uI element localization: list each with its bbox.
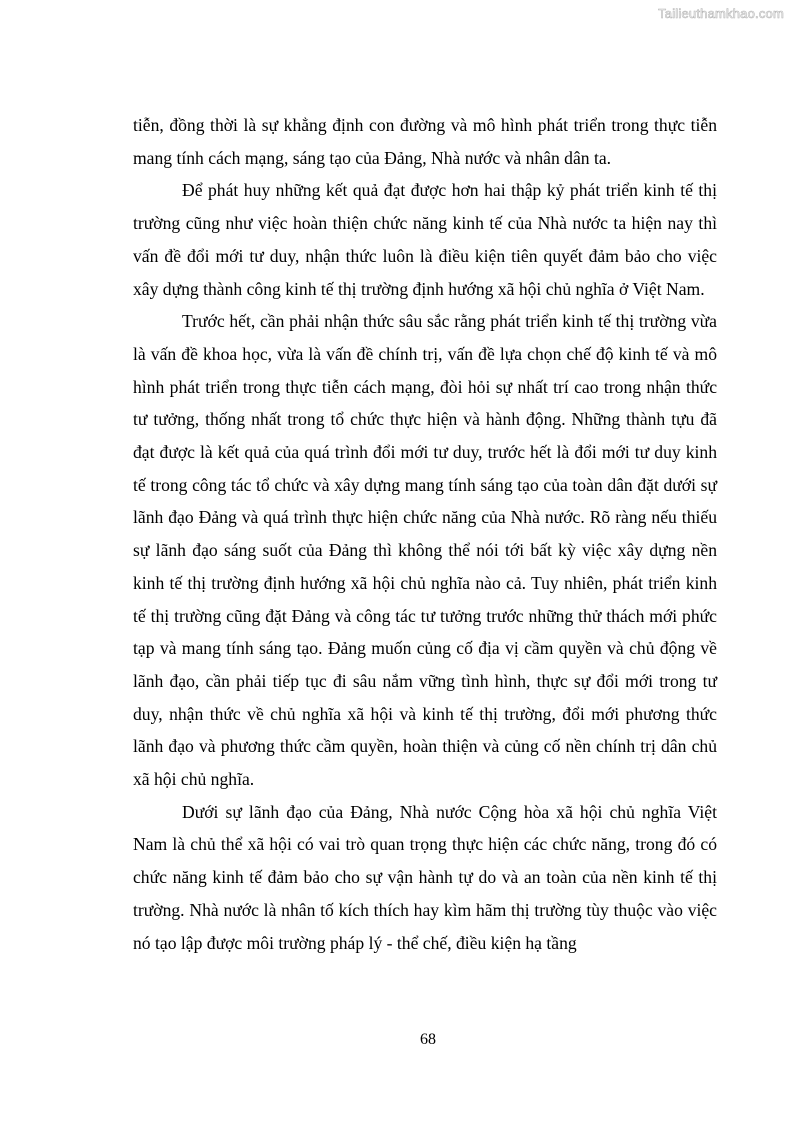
paragraph: Dưới sự lãnh đạo của Đảng, Nhà nước Cộng hòa xã hội chủ nghĩa Việt Nam là chủ thể xã hội có vai trò quan trọng thực hiện các chức năng, trong đó có chức năng kinh tế đảm bảo cho sự vận hành tự do và an toàn của nền kinh tế thị trường. Nhà nước là nhân tố kích thích hay kìm hãm thị trường tùy thuộc vào việc nó tạo lập được môi trường pháp lý - thể chế, điều kiện hạ tầng (133, 801, 717, 953)
paragraph-continuation: tiễn, đồng thời là sự khẳng định con đường và mô hình phát triển trong thực tiễn mang tính cách mạng, sáng tạo của Đảng, Nhà nước và nhân dân ta. (133, 115, 717, 168)
paragraph: Trước hết, cần phải nhận thức sâu sắc rằng phát triển kinh tế thị trường vừa là vấn đề khoa học, vừa là vấn đề chính trị, vấn đề lựa chọn chế độ kinh tế và mô hình phát triển trong thực tiễn cách mạng, đòi hỏi sự nhất trí cao trong nhận thức tư tưởng, thống nhất trong tổ chức thực hiện và hành động. Những thành tựu đã đạt được là kết quả của quá trình đổi mới tư duy, trước hết là đổi mới tư duy kinh tế trong công tác tổ chức và xây dựng mang tính sáng tạo của toàn dân đặt dưới sự lãnh đạo Đảng và quá trình thực hiện chức năng của Nhà nước. Rõ ràng nếu thiếu sự lãnh đạo sáng suốt của Đảng thì không thể nói tới bất kỳ việc xây dựng nền kinh tế thị trường định hướng xã hội chủ nghĩa nào cả. Tuy nhiên, phát triển kinh tế thị trường cũng đặt Đảng và công tác tư tưởng trước những thử thách mới phức tạp và mang tính sáng tạo. Đảng muốn củng cố địa vị cầm quyền và chủ động về lãnh đạo, cần phải tiếp tục đi sâu nắm vững tình hình, thực sự đổi mới trong tư duy, nhận thức về chủ nghĩa xã hội và kinh tế thị trường, đổi mới phương thức lãnh đạo và phương thức cầm quyền, hoàn thiện và củng cố nền chính trị dân chủ xã hội chủ nghĩa. (133, 311, 717, 790)
paragraph: Để phát huy những kết quả đạt được hơn hai thập kỷ phát triển kinh tế thị trường cũng như việc hoàn thiện chức năng kinh tế của Nhà nước ta hiện nay thì vấn đề đổi mới tư duy, nhận thức luôn là điều kiện tiên quyết đảm bảo cho việc xây dựng thành công kinh tế thị trường định hướng xã hội chủ nghĩa ở Việt Nam. (133, 180, 717, 299)
document-body (133, 109, 717, 959)
watermark: Tailieuthamkhao.com (658, 6, 784, 21)
page-number: 68 (420, 1031, 436, 1048)
